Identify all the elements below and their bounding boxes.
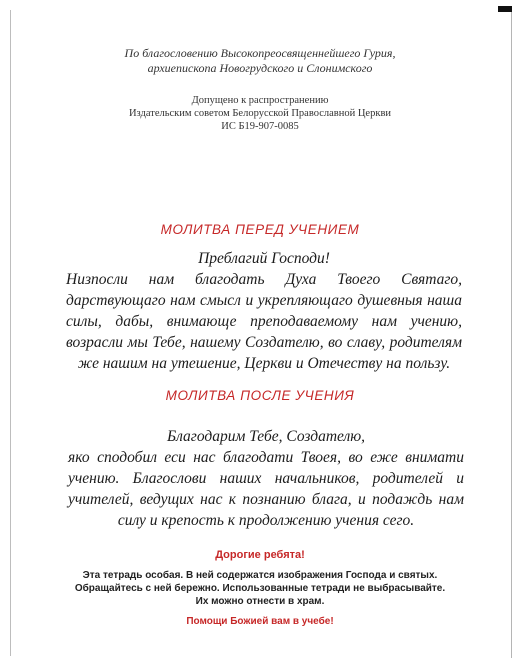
- prayer-after-title: МОЛИТВА ПОСЛЕ УЧЕНИЯ: [165, 388, 355, 403]
- prayer-before-opening: Преблагий Господи!: [198, 250, 330, 267]
- page-edge-right: [511, 6, 512, 658]
- publication-line-3: ИС Б19-907-0085: [221, 121, 299, 132]
- notice-line-2: Обращайтесь с ней бережно. Использованные тетради не выбрасывайте.: [74, 583, 446, 594]
- prayer-before-text: Низпосли нам благодать Духа Твоего Святаго, дарствующаго нам смысл и укрепляющаго душевныя наша силы, дабы, внимающе преподаваемому нам учению, возрасли мы Тебе, нашему Создателю, во славу, родителям же нашим на утешение, Церкви и Отечеству на пользу.: [66, 271, 462, 372]
- publication-line-1: Допущено к распространению: [191, 95, 329, 106]
- corner-mark: [498, 6, 512, 12]
- publication-line-2: Издательским советом Белорусской Православной Церкви: [128, 108, 392, 119]
- notice-block: [20, 549, 500, 627]
- blessing-line-2: архиепископа Новогрудского и Слонимского: [147, 61, 373, 75]
- prayer-before-title: МОЛИТВА ПЕРЕД УЧЕНИЕМ: [160, 222, 360, 237]
- prayer-after-opening: Благодарим Тебе, Создателю,: [166, 428, 366, 445]
- notice-line-3: Их можно отнести в храм.: [195, 596, 325, 607]
- page-edge-left: [10, 10, 11, 656]
- notice-line-1: Эта тетрадь особая. В ней содержатся изображения Господа и святых.: [82, 570, 438, 581]
- blessing-text: [20, 46, 500, 76]
- prayer-after-text: яко сподобил еси нас благодати Твоея, во еже внимати учению. Благослови наших начальников, родителей и учителей, ведущих нас к познанию блага, и подаждь нам силу и крепость к продолжению учения сего.: [68, 449, 464, 529]
- prayer-before-body: [66, 248, 462, 374]
- notice-body: [20, 569, 500, 608]
- notice-footer: Помощи Божией вам в учебе!: [186, 616, 334, 627]
- prayer-after-body: [68, 426, 464, 531]
- publication-info: [20, 94, 500, 133]
- notice-title: Дорогие ребята!: [215, 549, 305, 561]
- blessing-line-1: По благословению Высокопреосвященнейшего Гурия,: [124, 46, 396, 60]
